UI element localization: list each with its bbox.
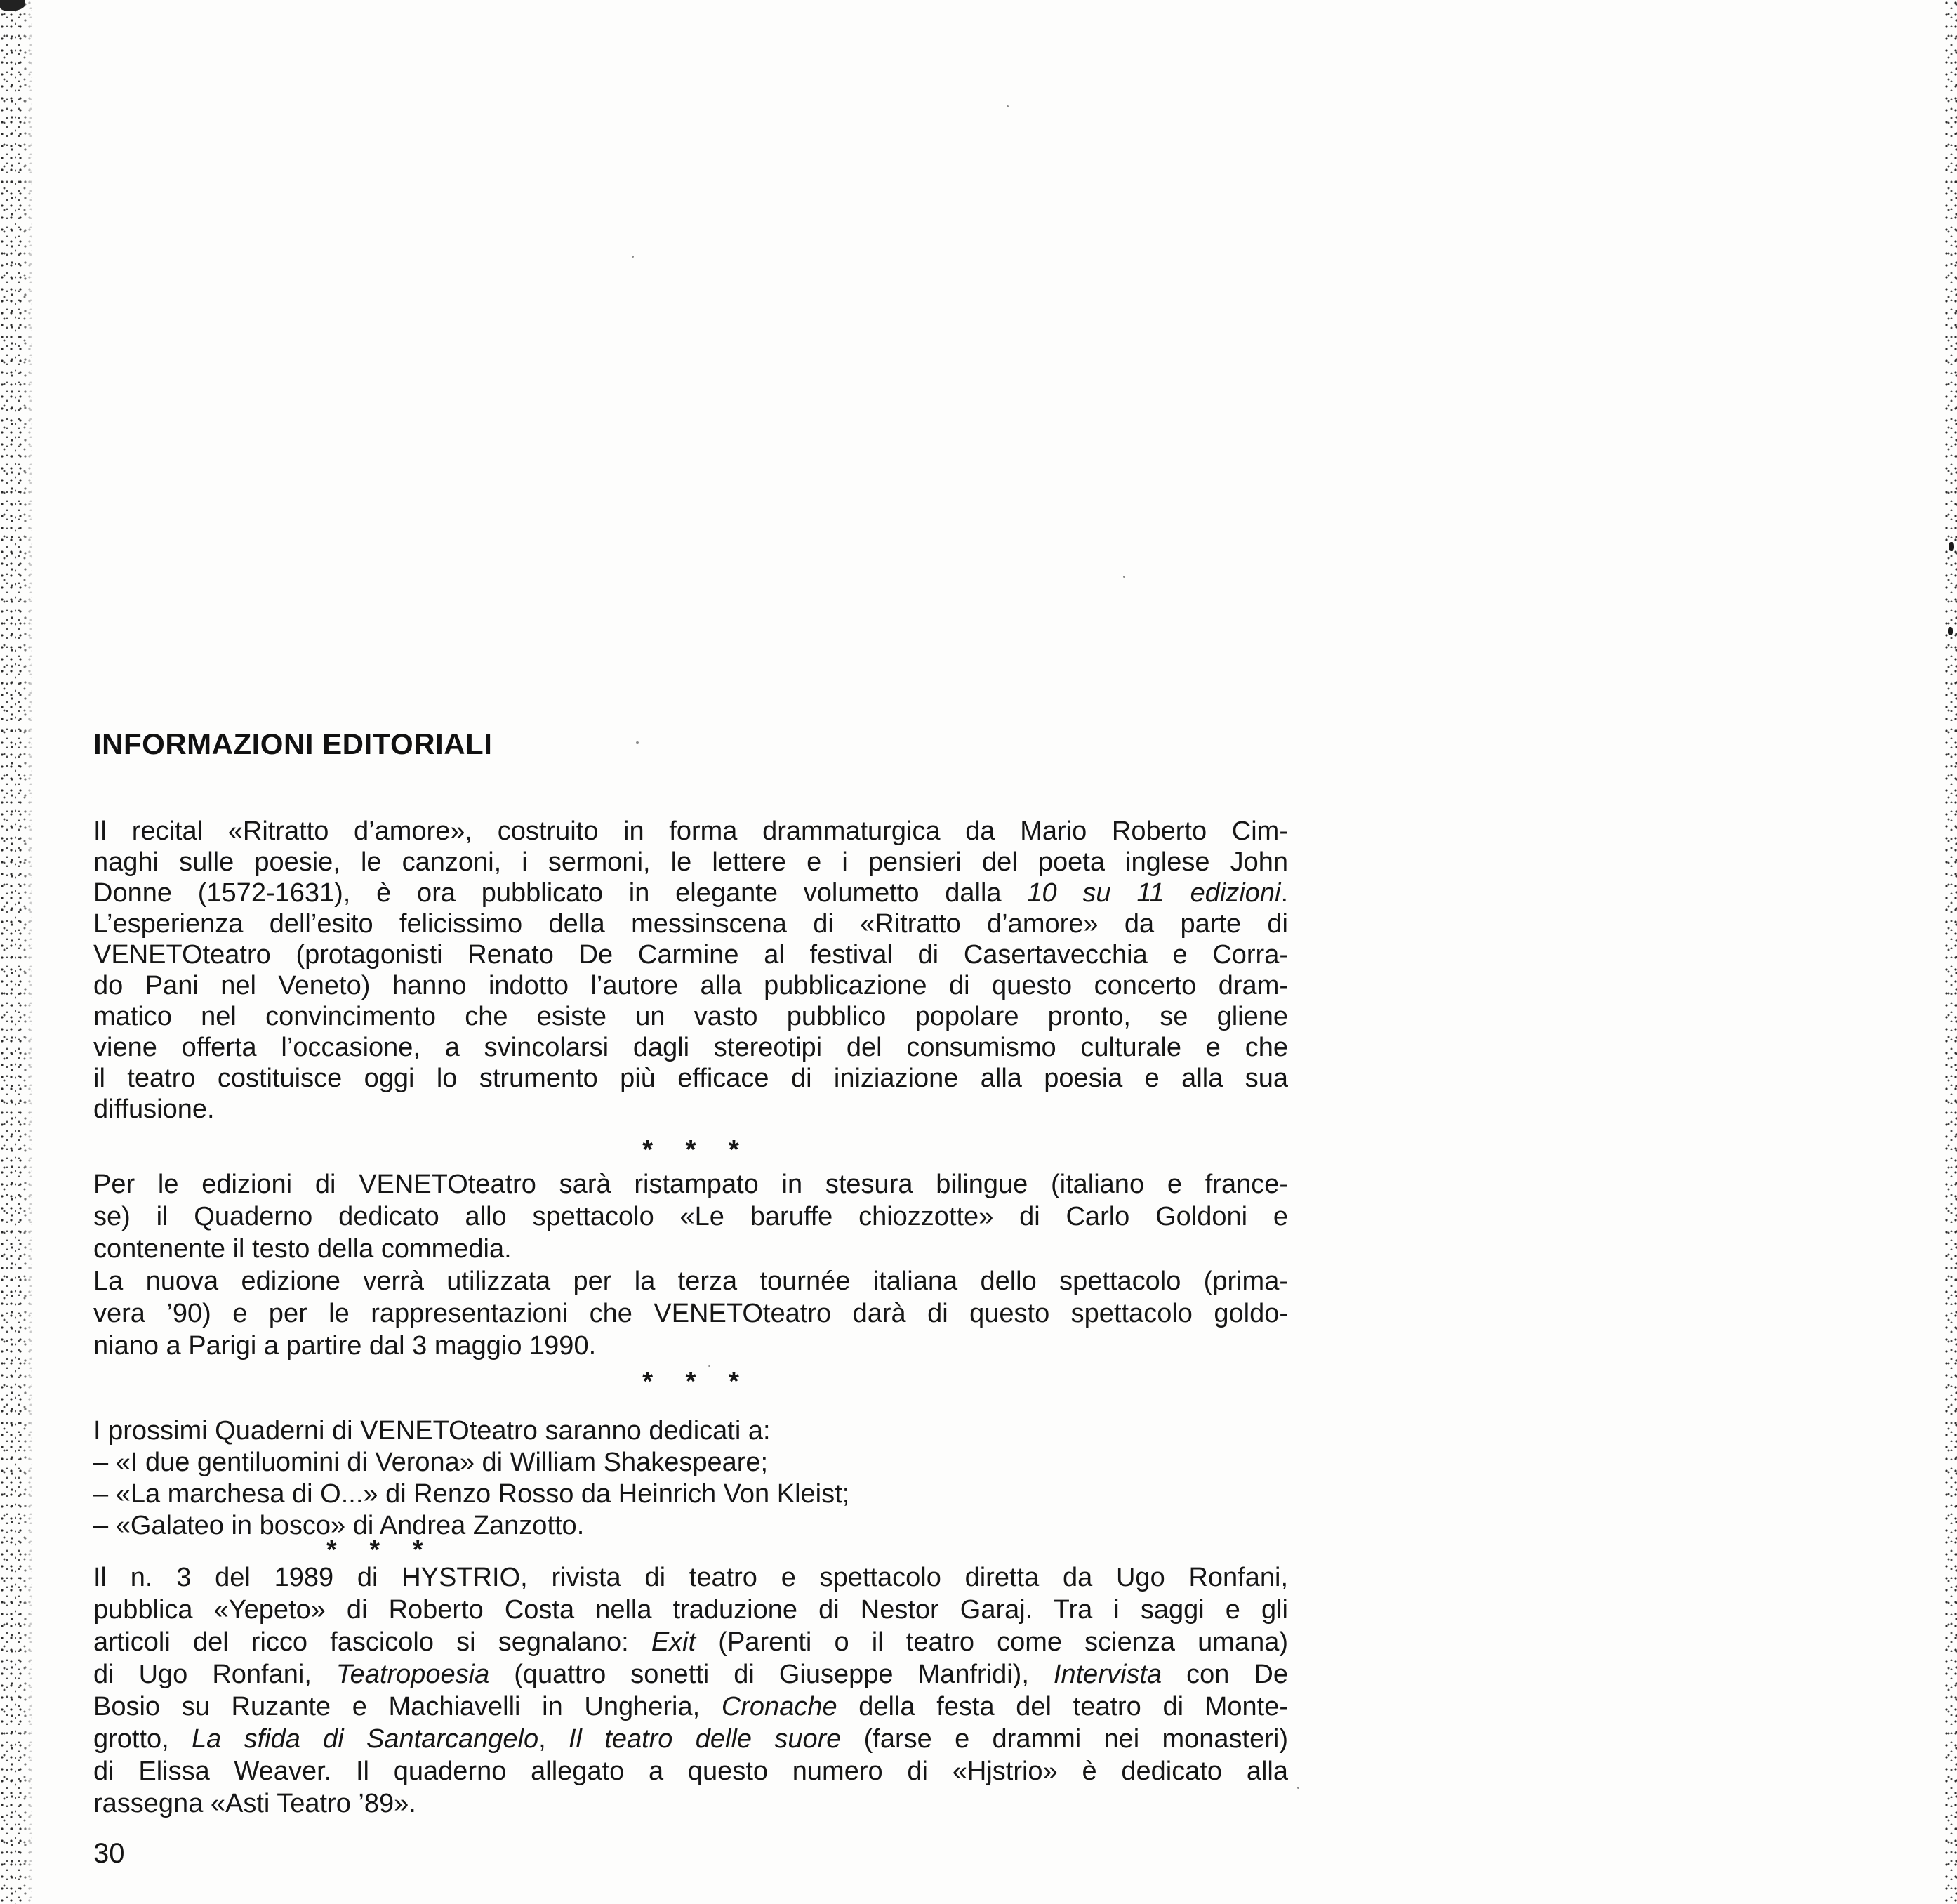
text-column bbox=[93, 0, 1288, 1869]
text-line: Per le edizioni di VENETOteatro sarà ristampato in stesura bilingue (italiano e france- bbox=[93, 1170, 1288, 1199]
text-line: diffusione. bbox=[93, 1095, 215, 1124]
text-line: niano a Parigi a partire dal 3 maggio 1990. bbox=[93, 1331, 597, 1361]
text-line: viene offerta l’occasione, a svincolarsi dagli stereotipi del consumismo culturale e che bbox=[93, 1033, 1288, 1062]
text-line: vera ’90) e per le rappresentazioni che VENETOteatro darà di questo spettacolo goldo- bbox=[93, 1299, 1288, 1328]
text-line: – «Galateo in bosco» di Andrea Zanzotto. bbox=[93, 1511, 585, 1540]
text-line: contenente il testo della commedia. bbox=[93, 1234, 512, 1264]
paragraph bbox=[93, 816, 1288, 1125]
text-line: grotto, La sfida di Santarcangelo, Il teatro delle suore (farse e drammi nei monasteri) bbox=[93, 1724, 1289, 1754]
text-line: se) il Quaderno dedicato allo spettacolo «Le baruffe chiozzotte» di Carlo Goldoni e bbox=[93, 1202, 1288, 1231]
scan-edge-right bbox=[1944, 0, 1957, 1904]
paragraph bbox=[93, 1168, 1288, 1362]
text-line: – «I due gentiluomini di Verona» di William Shakespeare; bbox=[93, 1448, 769, 1477]
text-line: Il recital «Ritratto d’amore», costruito in forma drammaturgica da Mario Roberto Cim- bbox=[93, 817, 1288, 846]
text-line: VENETOteatro (protagonisti Renato De Carmine al festival di Casertavecchia e Corra- bbox=[93, 940, 1288, 970]
text-line: rassegna «Asti Teatro ’89». bbox=[93, 1789, 416, 1818]
page-number: 30 bbox=[93, 1838, 125, 1869]
text-line: matico nel convincimento che esiste un vasto pubblico popolare pronto, se gliene bbox=[93, 1002, 1288, 1031]
page-title: INFORMAZIONI EDITORIALI bbox=[93, 727, 493, 760]
text-line: di Elissa Weaver. Il quaderno allegato a questo numero di «Hjstrio» è dedicato alla bbox=[93, 1757, 1288, 1786]
scan-edge-mark bbox=[1949, 542, 1954, 551]
text-line: – «La marchesa di O...» di Renzo Rosso da Heinrich Von Kleist; bbox=[93, 1479, 850, 1509]
text-line: naghi sulle poesie, le canzoni, i sermoni, le lettere e i pensieri del poeta inglese John bbox=[93, 847, 1288, 877]
text-line: do Pani nel Veneto) hanno indotto l’autore alla pubblicazione di questo concerto dram- bbox=[93, 971, 1288, 1000]
paragraph bbox=[93, 1561, 1288, 1820]
scan-edge-mark bbox=[1948, 627, 1953, 635]
content-sections bbox=[93, 816, 1288, 1820]
section-divider: * * * bbox=[642, 1367, 739, 1396]
text-line: il teatro costituisce oggi lo strumento più efficace di iniziazione alla poesia e alla sua bbox=[93, 1064, 1288, 1093]
text-line: Bosio su Ruzante e Machiavelli in Ungheria, Cronache della festa del teatro di Monte- bbox=[93, 1692, 1288, 1721]
text-line: L’esperienza dell’esito felicissimo della messinscena di «Ritratto d’amore» da parte di bbox=[93, 909, 1288, 939]
text-line: di Ugo Ronfani, Teatropoesia (quattro sonetti di Giuseppe Manfridi), Intervista con De bbox=[93, 1660, 1288, 1689]
text-line: articoli del ricco fascicolo si segnalano: Exit (Parenti o il teatro come scienza umana) bbox=[93, 1627, 1288, 1657]
text-line: Donne (1572-1631), è ora pubblicato in elegante volumetto dalla 10 su 11 edizioni. bbox=[93, 878, 1288, 908]
text-line: Il n. 3 del 1989 di HYSTRIO, rivista di teatro e spettacolo diretta da Ugo Ronfani, bbox=[93, 1563, 1288, 1592]
text-line: La nuova edizione verrà utilizzata per la terza tournée italiana dello spettacolo (prima- bbox=[93, 1267, 1288, 1296]
paragraph bbox=[93, 1415, 1288, 1542]
section-divider: * * * bbox=[642, 1135, 739, 1165]
text-line: pubblica «Yepeto» di Roberto Costa nella traduzione di Nestor Garaj. Tra i saggi e gli bbox=[93, 1595, 1288, 1625]
scan-speck bbox=[1297, 1787, 1299, 1789]
text-line: I prossimi Quaderni di VENETOteatro saranno dedicati a: bbox=[93, 1416, 771, 1446]
section-divider: * * * bbox=[326, 1535, 423, 1565]
scan-edge-left bbox=[0, 0, 37, 1904]
